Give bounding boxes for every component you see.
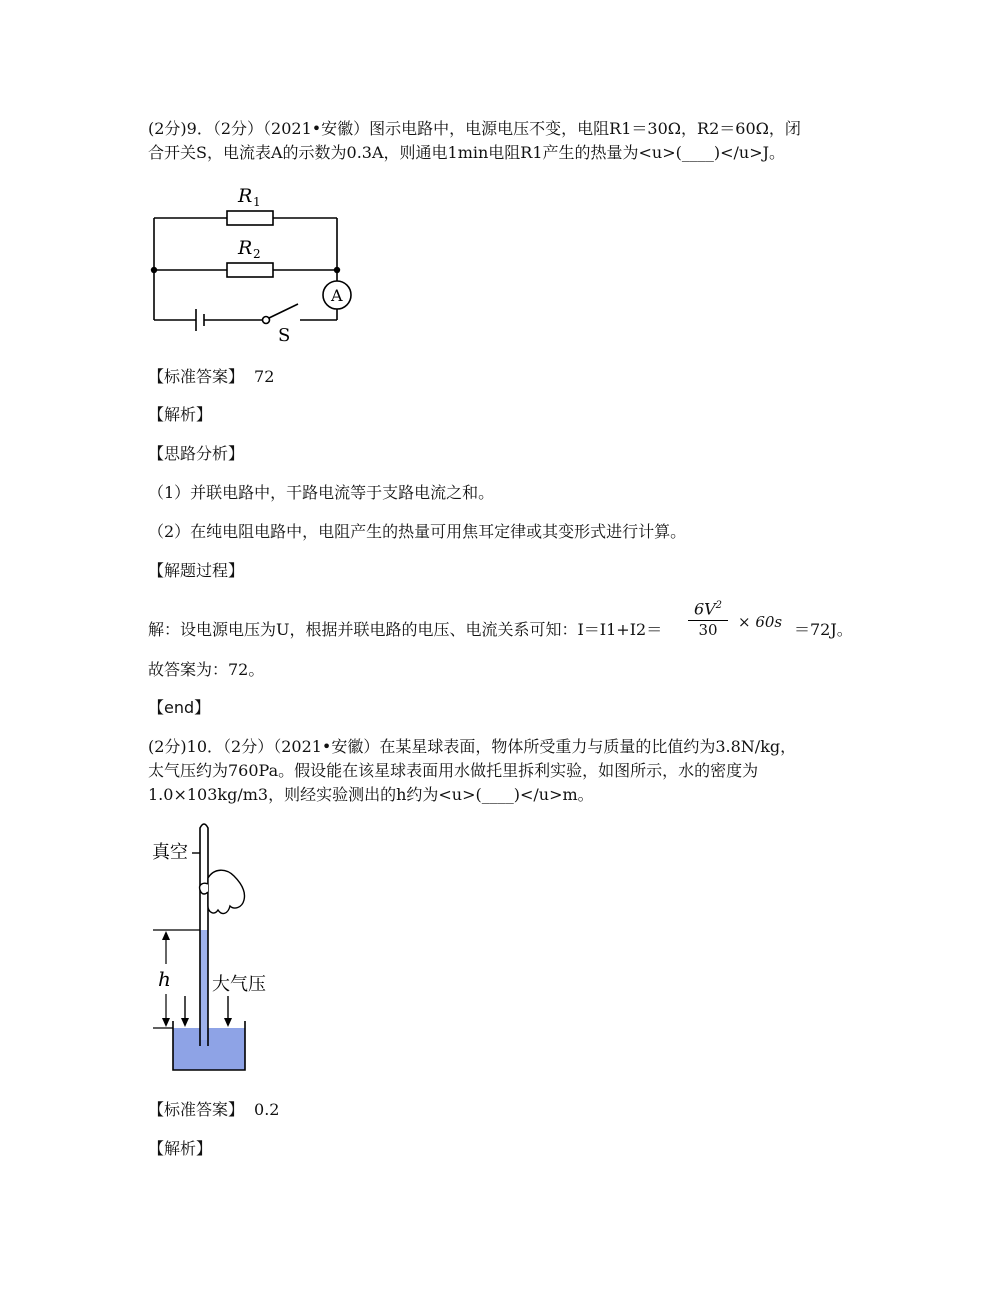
q9-answer-value: 72	[254, 367, 275, 386]
r2-label: R	[238, 237, 253, 259]
q9-stem-line1: (2分)9．（2分）（2021•安徽）图示电路中，电源电压不变，电阻R1＝30Ω，R2＝60Ω，闭	[148, 119, 801, 138]
h-label: h	[158, 967, 171, 991]
q10-stem-line1: (2分)10．（2分）（2021•安徽）在某星球表面，物体所受重力与质量的比值约为3.8N/kg，	[148, 737, 797, 756]
fraction-numerator: 6V	[693, 599, 716, 619]
q9-point-2: （2）在纯电阻电路中，电阻产生的热量可用焦耳定律或其变形式进行计算。	[148, 522, 687, 541]
q9-process-label: 【解题过程】	[148, 561, 245, 580]
junction-right	[334, 267, 340, 273]
r1-resistor	[227, 211, 273, 225]
q10-answer-label: 【标准答案】	[148, 1100, 245, 1119]
hand-icon	[208, 870, 245, 913]
q10-analysis-label: 【解析】	[148, 1139, 213, 1158]
q10-torricelli-diagram	[148, 818, 288, 1080]
q9-point-1: （1）并联电路中，干路电流等于支路电流之和。	[148, 483, 495, 502]
vacuum-label: 真空	[152, 842, 188, 863]
q9-conclusion: 故答案为：72。	[148, 660, 265, 679]
q9-solution-suffix: ＝72J。	[794, 620, 853, 639]
q9-solution-times: × 60s	[738, 613, 783, 631]
q9-thinking-label: 【思路分析】	[148, 444, 245, 463]
q9-solution-prefix: 解：设电源电压为U，根据并联电路的电压、电流关系可知：I＝I1+I2＝	[148, 620, 663, 639]
switch-blade	[269, 304, 298, 318]
pressure-label: 大气压	[212, 974, 266, 995]
junction-left	[151, 267, 157, 273]
fraction-denominator: 30	[698, 621, 718, 640]
tube-water	[200, 930, 208, 1040]
q9-end-label: 【end】	[148, 698, 211, 717]
q9-circuit-diagram	[140, 178, 370, 348]
q10-stem-line2: 太气压约为760Pa。假设能在该星球表面用水做托里拆利实验，如图所示，水的密度为	[148, 761, 759, 780]
r1-label: R	[238, 185, 253, 207]
basin-water	[173, 1028, 245, 1070]
r2-resistor	[227, 263, 273, 277]
q10-answer-value: 0.2	[254, 1100, 280, 1119]
q9-analysis-label: 【解析】	[148, 405, 213, 424]
r2-sub: 2	[253, 247, 261, 261]
ammeter-label: A	[331, 286, 343, 305]
fraction-numerator-sup: 2	[715, 600, 723, 611]
q9-answer-label: 【标准答案】	[148, 367, 245, 386]
q9-fraction	[686, 596, 730, 639]
r1-sub: 1	[253, 195, 261, 209]
q9-stem-line2: 合开关S，电流表A的示数为0.3A，则通电1min电阻R1产生的热量为<u>(____)</u>J。	[148, 143, 786, 162]
q10-stem-line3: 1.0×103kg/m3，则经实验测出的h约为<u>(____)</u>m。	[148, 785, 594, 804]
switch-label: S	[278, 325, 291, 346]
switch-pivot	[263, 317, 270, 324]
